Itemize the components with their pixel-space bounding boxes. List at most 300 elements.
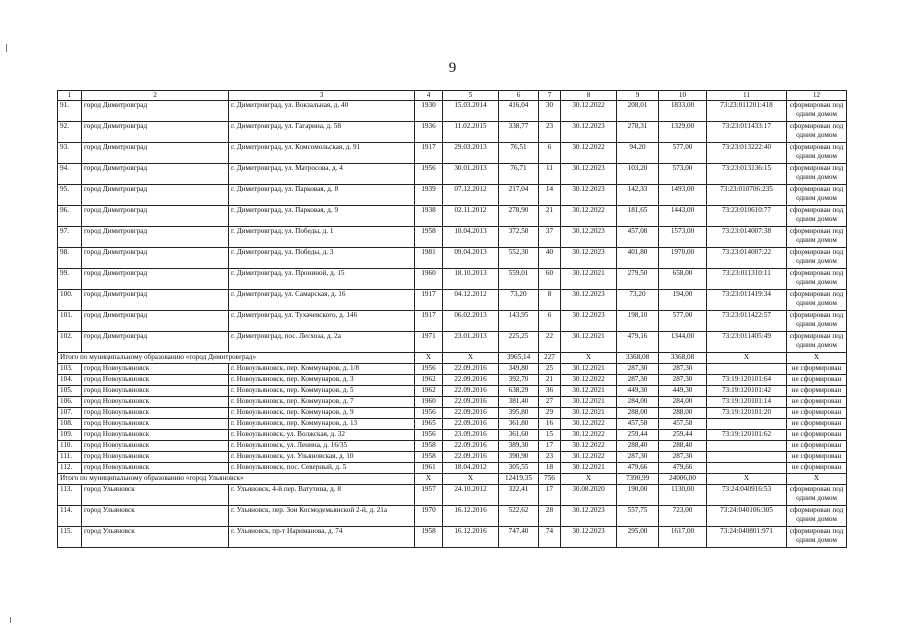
cell-residents: 21	[539, 375, 561, 386]
cell-area: 338,77	[499, 122, 539, 143]
subtotal-cell: X	[707, 474, 787, 485]
column-number: 8	[561, 91, 617, 101]
column-number: 3	[229, 91, 415, 101]
housing-registry-table	[57, 90, 847, 548]
cell-address: г. Новоульяновск, пер. Коммунаров, д. 13	[229, 419, 415, 430]
table-row	[58, 463, 847, 474]
cell-land-area: 1493,00	[659, 185, 707, 206]
cell-area-2: 259,44	[617, 430, 659, 441]
scan-mark-bottom	[10, 617, 11, 623]
table-row	[58, 206, 847, 227]
cell-residents: 27	[539, 397, 561, 408]
cell-land-area: 1130,00	[659, 485, 707, 506]
cell-area: 361,80	[499, 419, 539, 430]
cell-area-2: 287,30	[617, 375, 659, 386]
subtotal-label: Итого по муниципальному образованию «город Ульяновск»	[58, 474, 415, 485]
cell-land-status: сформирован под одним домом	[787, 185, 847, 206]
cell-land-area: 1443,00	[659, 206, 707, 227]
cell-area-2: 284,00	[617, 397, 659, 408]
cell-build-year: 1956	[415, 164, 443, 185]
cell-area: 395,80	[499, 408, 539, 419]
cell-address: г. Димитровград, ул. Матросова, д. 4	[229, 164, 415, 185]
subtotal-row	[58, 353, 847, 364]
cell-residents: 15	[539, 430, 561, 441]
cell-area-2: 287,30	[617, 364, 659, 375]
cell-residents: 14	[539, 185, 561, 206]
cell-municipality: город Новоульяновск	[82, 375, 229, 386]
cell-land-area: 194,00	[659, 290, 707, 311]
cell-date: 22.09.2016	[443, 408, 499, 419]
cell-build-year: 1939	[415, 185, 443, 206]
column-number: 5	[443, 91, 499, 101]
cell-deadline: 30.12.2022	[561, 206, 617, 227]
cell-address: г. Новоульяновск, ул. Волжская, д. 32	[229, 430, 415, 441]
cell-row-number: 93.	[58, 143, 82, 164]
cell-build-year: 1962	[415, 375, 443, 386]
cell-address: г. Димитровград, ул. Парковая, д. 8	[229, 185, 415, 206]
cell-residents: 8	[539, 290, 561, 311]
cell-land-status: сформирован под одним домом	[787, 206, 847, 227]
cell-row-number: 111.	[58, 452, 82, 463]
cell-row-number: 92.	[58, 122, 82, 143]
cell-land-area: 287,30	[659, 375, 707, 386]
cell-residents: 40	[539, 248, 561, 269]
cell-date: 02.11.2012	[443, 206, 499, 227]
cell-land-area: 1833,00	[659, 101, 707, 122]
cell-area: 522,62	[499, 506, 539, 527]
cell-row-number: 100.	[58, 290, 82, 311]
cell-address: г. Ульяновск, 4-й пер. Ватутина, д. 8	[229, 485, 415, 506]
cell-area-2: 295,00	[617, 527, 659, 548]
cell-land-status: сформирован под одним домом	[787, 527, 847, 548]
cell-deadline: 30.12.2021	[561, 408, 617, 419]
cell-cadastral-number: 73:23:013222:40	[707, 143, 787, 164]
cell-deadline: 30.12.2023	[561, 122, 617, 143]
table-row	[58, 375, 847, 386]
cell-land-area: 457,58	[659, 419, 707, 430]
table-row	[58, 364, 847, 375]
cell-municipality: город Димитровград	[82, 122, 229, 143]
cell-municipality: город Ульяновск	[82, 506, 229, 527]
cell-cadastral-number: 73:23:011201:418	[707, 101, 787, 122]
cell-land-area: 658,00	[659, 269, 707, 290]
cell-municipality: город Новоульяновск	[82, 419, 229, 430]
cell-address: г. Димитровград, ул. Самарская, д. 16	[229, 290, 415, 311]
cell-cadastral-number: 73:24:040801:971	[707, 527, 787, 548]
subtotal-cell: X	[443, 353, 499, 364]
cell-row-number: 96.	[58, 206, 82, 227]
table-row	[58, 143, 847, 164]
cell-row-number: 104.	[58, 375, 82, 386]
cell-land-status: не сформирован	[787, 430, 847, 441]
table-row	[58, 485, 847, 506]
cell-row-number: 94.	[58, 164, 82, 185]
subtotal-cell: 24006,00	[659, 474, 707, 485]
cell-address: г. Новоульяновск, пос. Северный, д. 5	[229, 463, 415, 474]
cell-build-year: 1930	[415, 101, 443, 122]
table-row	[58, 419, 847, 430]
cell-cadastral-number: 73:23:011433:17	[707, 122, 787, 143]
column-number: 10	[659, 91, 707, 101]
cell-municipality: город Новоульяновск	[82, 364, 229, 375]
cell-municipality: город Димитровград	[82, 206, 229, 227]
cell-date: 04.12.2012	[443, 290, 499, 311]
cell-date: 22.09.2016	[443, 419, 499, 430]
cell-cadastral-number	[707, 364, 787, 375]
cell-build-year: 1958	[415, 227, 443, 248]
cell-row-number: 102.	[58, 332, 82, 353]
cell-cadastral-number	[707, 441, 787, 452]
cell-area: 392,70	[499, 375, 539, 386]
table-row	[58, 506, 847, 527]
cell-deadline: 30.12.2021	[561, 397, 617, 408]
subtotal-cell: 3368,08	[617, 353, 659, 364]
cell-residents: 11	[539, 164, 561, 185]
cell-land-area: 259,44	[659, 430, 707, 441]
cell-land-area: 577,00	[659, 143, 707, 164]
cell-municipality: город Новоульяновск	[82, 397, 229, 408]
cell-area: 217,04	[499, 185, 539, 206]
cell-deadline: 30.12.2022	[561, 441, 617, 452]
cell-area: 552,30	[499, 248, 539, 269]
cell-residents: 23	[539, 122, 561, 143]
cell-area-2: 287,30	[617, 452, 659, 463]
column-number: 2	[82, 91, 229, 101]
cell-land-area: 723,00	[659, 506, 707, 527]
cell-address: г. Новоульяновск, пер. Коммунаров, д. 5	[229, 386, 415, 397]
table-row	[58, 386, 847, 397]
cell-area: 416,04	[499, 101, 539, 122]
cell-land-status: сформирован под одним домом	[787, 332, 847, 353]
cell-area-2: 479,66	[617, 463, 659, 474]
cell-area-2: 288,00	[617, 408, 659, 419]
cell-land-status: не сформирован	[787, 463, 847, 474]
table-row	[58, 397, 847, 408]
cell-deadline: 30.12.2021	[561, 364, 617, 375]
cell-address: г. Димитровград, ул. Гагарина, д. 58	[229, 122, 415, 143]
subtotal-cell: 3965,14	[499, 353, 539, 364]
cell-cadastral-number: 73:19:120101:14	[707, 397, 787, 408]
cell-build-year: 1971	[415, 332, 443, 353]
cell-row-number: 106.	[58, 397, 82, 408]
subtotal-cell: X	[561, 353, 617, 364]
cell-land-status: не сформирован	[787, 452, 847, 463]
cell-deadline: 30.12.2023	[561, 185, 617, 206]
cell-land-status: не сформирован	[787, 375, 847, 386]
cell-deadline: 30.12.2023	[561, 506, 617, 527]
cell-cadastral-number: 73:19:120101:64	[707, 375, 787, 386]
cell-cadastral-number	[707, 419, 787, 430]
cell-cadastral-number	[707, 452, 787, 463]
cell-land-area: 1617,00	[659, 527, 707, 548]
cell-date: 24.10.2012	[443, 485, 499, 506]
cell-area-2: 557,75	[617, 506, 659, 527]
cell-address: г. Новоульяновск, пер. Коммунаров, д. 3	[229, 375, 415, 386]
column-number-row	[58, 91, 847, 101]
cell-area-2: 278,31	[617, 122, 659, 143]
cell-deadline: 30.12.2023	[561, 290, 617, 311]
cell-land-area: 573,00	[659, 164, 707, 185]
cell-address: г. Димитровград, ул. Победы, д. 1	[229, 227, 415, 248]
cell-deadline: 30.08.2020	[561, 485, 617, 506]
cell-build-year: 1981	[415, 248, 443, 269]
cell-deadline: 30.12.2021	[561, 386, 617, 397]
subtotal-cell: 12419,35	[499, 474, 539, 485]
subtotal-cell: 3368,08	[659, 353, 707, 364]
cell-municipality: город Димитровград	[82, 164, 229, 185]
cell-residents: 6	[539, 311, 561, 332]
cell-row-number: 112.	[58, 463, 82, 474]
cell-date: 06.02.2013	[443, 311, 499, 332]
table-row	[58, 430, 847, 441]
cell-address: г. Ульяновск, пр-т Нариманова, д. 74	[229, 527, 415, 548]
cell-address: г. Новоульяновск, пер. Коммунаров, д. 1/8	[229, 364, 415, 375]
cell-deadline: 30.12.2022	[561, 375, 617, 386]
cell-land-area: 1970,00	[659, 248, 707, 269]
column-number: 12	[787, 91, 847, 101]
cell-residents: 17	[539, 485, 561, 506]
cell-address: г. Димитровград, ул. Прониной, д. 15	[229, 269, 415, 290]
column-number: 7	[539, 91, 561, 101]
cell-cadastral-number: 73:23:014007:38	[707, 227, 787, 248]
cell-date: 23.09.2016	[443, 430, 499, 441]
subtotal-cell: X	[443, 474, 499, 485]
cell-row-number: 109.	[58, 430, 82, 441]
cell-address: г. Ульяновск, пер. Зои Космодемьянской 2-й, д. 21а	[229, 506, 415, 527]
table-row	[58, 311, 847, 332]
cell-deadline: 30.12.2023	[561, 227, 617, 248]
cell-area: 76,71	[499, 164, 539, 185]
cell-date: 22.09.2016	[443, 397, 499, 408]
cell-row-number: 107.	[58, 408, 82, 419]
cell-row-number: 113.	[58, 485, 82, 506]
cell-cadastral-number	[707, 463, 787, 474]
cell-land-area: 288,40	[659, 441, 707, 452]
column-number: 1	[58, 91, 82, 101]
cell-land-area: 1573,00	[659, 227, 707, 248]
cell-land-area: 1344,00	[659, 332, 707, 353]
cell-cadastral-number: 73:24:040106:305	[707, 506, 787, 527]
cell-municipality: город Димитровград	[82, 185, 229, 206]
cell-land-status: сформирован под одним домом	[787, 506, 847, 527]
cell-date: 07.12.2012	[443, 185, 499, 206]
subtotal-cell: 227	[539, 353, 561, 364]
cell-land-status: сформирован под одним домом	[787, 164, 847, 185]
cell-deadline: 30.12.2021	[561, 332, 617, 353]
cell-residents: 22	[539, 332, 561, 353]
cell-area: 381,40	[499, 397, 539, 408]
cell-land-status: сформирован под одним домом	[787, 485, 847, 506]
cell-municipality: город Димитровград	[82, 227, 229, 248]
cell-build-year: 1917	[415, 311, 443, 332]
cell-residents: 36	[539, 386, 561, 397]
cell-build-year: 1956	[415, 408, 443, 419]
cell-area: 143,95	[499, 311, 539, 332]
cell-date: 23.01.2013	[443, 332, 499, 353]
table-row	[58, 185, 847, 206]
cell-date: 29.03.2013	[443, 143, 499, 164]
cell-area-2: 279,50	[617, 269, 659, 290]
cell-build-year: 1938	[415, 206, 443, 227]
cell-municipality: город Димитровград	[82, 269, 229, 290]
cell-deadline: 30.12.2021	[561, 269, 617, 290]
cell-land-status: сформирован под одним домом	[787, 143, 847, 164]
cell-municipality: город Димитровград	[82, 248, 229, 269]
cell-date: 22.09.2016	[443, 441, 499, 452]
subtotal-cell: X	[707, 353, 787, 364]
cell-land-status: не сформирован	[787, 386, 847, 397]
cell-build-year: 1970	[415, 506, 443, 527]
cell-area: 361,60	[499, 430, 539, 441]
subtotal-cell: X	[561, 474, 617, 485]
scan-mark-left	[6, 44, 7, 52]
cell-municipality: город Новоульяновск	[82, 386, 229, 397]
cell-build-year: 1956	[415, 364, 443, 375]
cell-land-status: не сформирован	[787, 408, 847, 419]
cell-cadastral-number: 73:23:010706:235	[707, 185, 787, 206]
cell-cadastral-number: 73:24:040916:53	[707, 485, 787, 506]
cell-land-area: 1329,00	[659, 122, 707, 143]
cell-date: 10.04.2013	[443, 227, 499, 248]
subtotal-cell: 756	[539, 474, 561, 485]
cell-land-status: не сформирован	[787, 441, 847, 452]
cell-municipality: город Димитровград	[82, 332, 229, 353]
cell-residents: 25	[539, 364, 561, 375]
cell-deadline: 30.12.2023	[561, 311, 617, 332]
cell-area: 305,55	[499, 463, 539, 474]
cell-deadline: 30.12.2021	[561, 463, 617, 474]
cell-date: 22.09.2016	[443, 364, 499, 375]
subtotal-cell: X	[787, 353, 847, 364]
subtotal-cell: X	[415, 353, 443, 364]
cell-area-2: 479,16	[617, 332, 659, 353]
cell-row-number: 103.	[58, 364, 82, 375]
cell-area: 278,90	[499, 206, 539, 227]
cell-date: 11.02.2015	[443, 122, 499, 143]
cell-build-year: 1958	[415, 527, 443, 548]
cell-land-area: 449,30	[659, 386, 707, 397]
cell-area: 372,58	[499, 227, 539, 248]
cell-area-2: 288,40	[617, 441, 659, 452]
cell-area: 559,01	[499, 269, 539, 290]
cell-municipality: город Новоульяновск	[82, 408, 229, 419]
cell-row-number: 95.	[58, 185, 82, 206]
cell-area-2: 449,30	[617, 386, 659, 397]
column-number: 9	[617, 91, 659, 101]
subtotal-cell: 7390,99	[617, 474, 659, 485]
cell-land-status: сформирован под одним домом	[787, 290, 847, 311]
cell-area: 322,41	[499, 485, 539, 506]
cell-area-2: 457,58	[617, 419, 659, 430]
cell-date: 16.12.2016	[443, 506, 499, 527]
cell-address: г. Димитровград, ул. Комсомольская, д. 91	[229, 143, 415, 164]
cell-area: 390,90	[499, 452, 539, 463]
cell-residents: 29	[539, 408, 561, 419]
cell-row-number: 110.	[58, 441, 82, 452]
cell-deadline: 30.12.2023	[561, 248, 617, 269]
cell-row-number: 97.	[58, 227, 82, 248]
cell-land-status: сформирован под одним домом	[787, 227, 847, 248]
cell-address: г. Новоульяновск, пер. Коммунаров, д. 7	[229, 397, 415, 408]
cell-build-year: 1957	[415, 485, 443, 506]
cell-municipality: город Новоульяновск	[82, 452, 229, 463]
page-number: 9	[448, 60, 457, 76]
cell-address: г. Димитровград, ул. Тухачевского, д. 146	[229, 311, 415, 332]
subtotal-row	[58, 474, 847, 485]
cell-area-2: 142,33	[617, 185, 659, 206]
cell-municipality: город Димитровград	[82, 290, 229, 311]
cell-area: 638,29	[499, 386, 539, 397]
cell-deadline: 30.12.2023	[561, 164, 617, 185]
cell-land-area: 284,00	[659, 397, 707, 408]
cell-land-status: сформирован под одним домом	[787, 311, 847, 332]
cell-land-area: 287,30	[659, 364, 707, 375]
cell-build-year: 1961	[415, 463, 443, 474]
table-row	[58, 441, 847, 452]
cell-municipality: город Новоульяновск	[82, 463, 229, 474]
cell-deadline: 30.12.2022	[561, 419, 617, 430]
cell-municipality: город Димитровград	[82, 143, 229, 164]
cell-address: г. Димитровград, ул. Вокзальная, д. 40	[229, 101, 415, 122]
cell-address: г. Димитровград, ул. Победы, д. 3	[229, 248, 415, 269]
cell-row-number: 105.	[58, 386, 82, 397]
cell-municipality: город Ульяновск	[82, 527, 229, 548]
cell-deadline: 30.12.2022	[561, 430, 617, 441]
cell-deadline: 30.12.2023	[561, 527, 617, 548]
cell-date: 22.09.2016	[443, 386, 499, 397]
cell-address: г. Новоульяновск, пер. Коммунаров, д. 9	[229, 408, 415, 419]
cell-date: 09.04.2013	[443, 248, 499, 269]
cell-land-area: 577,00	[659, 311, 707, 332]
cell-land-status: не сформирован	[787, 419, 847, 430]
cell-land-area: 479,66	[659, 463, 707, 474]
table-row	[58, 164, 847, 185]
cell-municipality: город Новоульяновск	[82, 430, 229, 441]
cell-area-2: 190,00	[617, 485, 659, 506]
table-row	[58, 227, 847, 248]
cell-residents: 23	[539, 452, 561, 463]
cell-cadastral-number: 73:23:011405:49	[707, 332, 787, 353]
cell-date: 18.04.2012	[443, 463, 499, 474]
cell-area-2: 103,20	[617, 164, 659, 185]
cell-cadastral-number: 73:23:011419:34	[707, 290, 787, 311]
cell-area-2: 181,65	[617, 206, 659, 227]
cell-residents: 18	[539, 463, 561, 474]
table-row	[58, 527, 847, 548]
cell-cadastral-number: 73:19:120101:20	[707, 408, 787, 419]
cell-area: 389,30	[499, 441, 539, 452]
cell-residents: 6	[539, 143, 561, 164]
cell-build-year: 1958	[415, 441, 443, 452]
subtotal-cell: X	[415, 474, 443, 485]
cell-area: 349,80	[499, 364, 539, 375]
cell-row-number: 115.	[58, 527, 82, 548]
cell-date: 22.09.2016	[443, 452, 499, 463]
cell-deadline: 30.12.2022	[561, 101, 617, 122]
cell-row-number: 114.	[58, 506, 82, 527]
cell-area-2: 73,20	[617, 290, 659, 311]
cell-build-year: 1960	[415, 269, 443, 290]
cell-area-2: 208,01	[617, 101, 659, 122]
cell-land-status: сформирован под одним домом	[787, 101, 847, 122]
cell-build-year: 1936	[415, 122, 443, 143]
cell-area: 73,20	[499, 290, 539, 311]
table-row	[58, 101, 847, 122]
cell-area-2: 198,10	[617, 311, 659, 332]
cell-municipality: город Новоульяновск	[82, 441, 229, 452]
cell-row-number: 98.	[58, 248, 82, 269]
cell-date: 18.10.2013	[443, 269, 499, 290]
